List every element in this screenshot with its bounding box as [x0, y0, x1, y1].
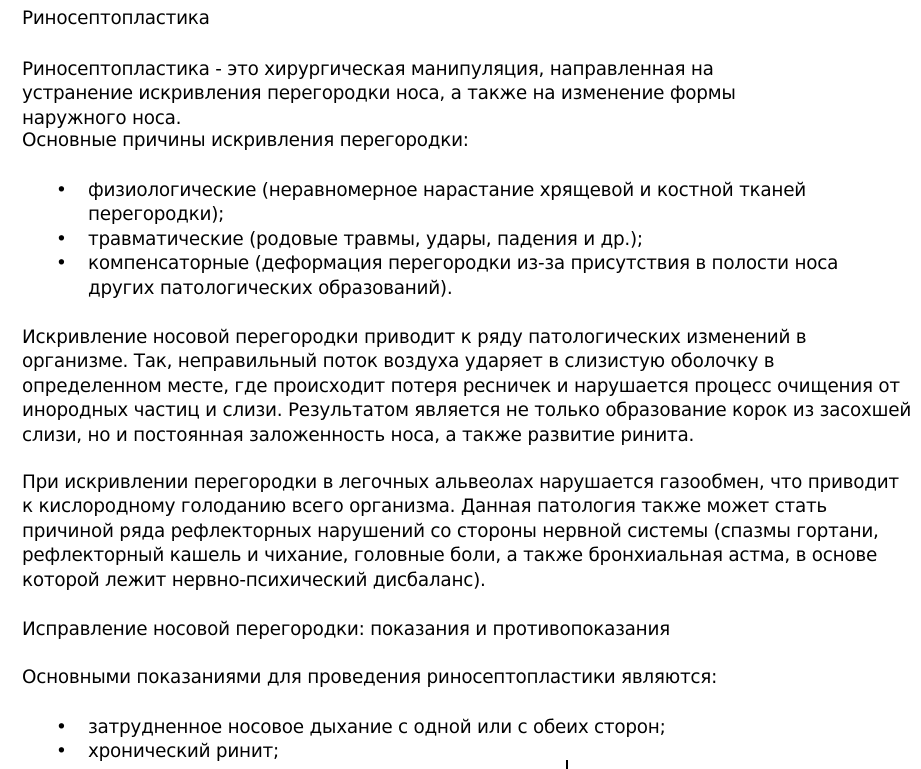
list-item: • физиологические (неравномерное нарастание хрящевой и костной тканей перегородки); [22, 179, 828, 228]
list-item: • травматические (родовые травмы, удары, падения и др.); [22, 228, 902, 252]
document-title: Риносептопластика [22, 8, 210, 29]
causes-heading: Основные причины искривления перегородки: [22, 130, 469, 151]
effects-paragraph: Искривление носовой перегородки приводит к ряду патологических изменений в организме. Так, неправильный поток воздуха ударяет в слизистую оболочку в определенном месте, где происходит потеря ресничек и нарушается процесс очищения от инородных частиц и слизи. Результатом является не только образование корок из засохшей слизи, но и постоянная заложенность носа, а также развитие ринита. [22, 327, 912, 446]
section-heading: Исправление носовой перегородки: показания и противопоказания [22, 619, 670, 640]
indications-heading: Основными показаниями для проведения риносептопластики являются: [22, 667, 718, 688]
list-item: • компенсаторные (деформация перегородки из-за присутствия в полости носа других патологических образований). [22, 252, 898, 301]
text-cursor [566, 760, 568, 769]
gas-exchange-paragraph: При искривлении перегородки в легочных альвеолах нарушается газообмен, что приводит к кислородному голоданию всего организма. Данная патология также может стать причиной ряда рефлекторных нарушений со стороны нервной системы (спазмы гортани, рефлекторный кашель и чихание, головные боли, а также бронхиальная астма, в основе которой лежит нервно-психический дисбаланс). [22, 472, 899, 591]
list-item: • хронический ринит; [22, 740, 902, 764]
list-item: • затрудненное носовое дыхание с одной или с обеих сторон; [22, 716, 902, 740]
intro-paragraph: Риносептопластика - это хирургическая манипуляция, направленная на устранение искривления перегородки носа, а также на изменение формы наружного носа. [22, 59, 736, 129]
indications-list [22, 716, 902, 765]
causes-list [22, 179, 902, 301]
